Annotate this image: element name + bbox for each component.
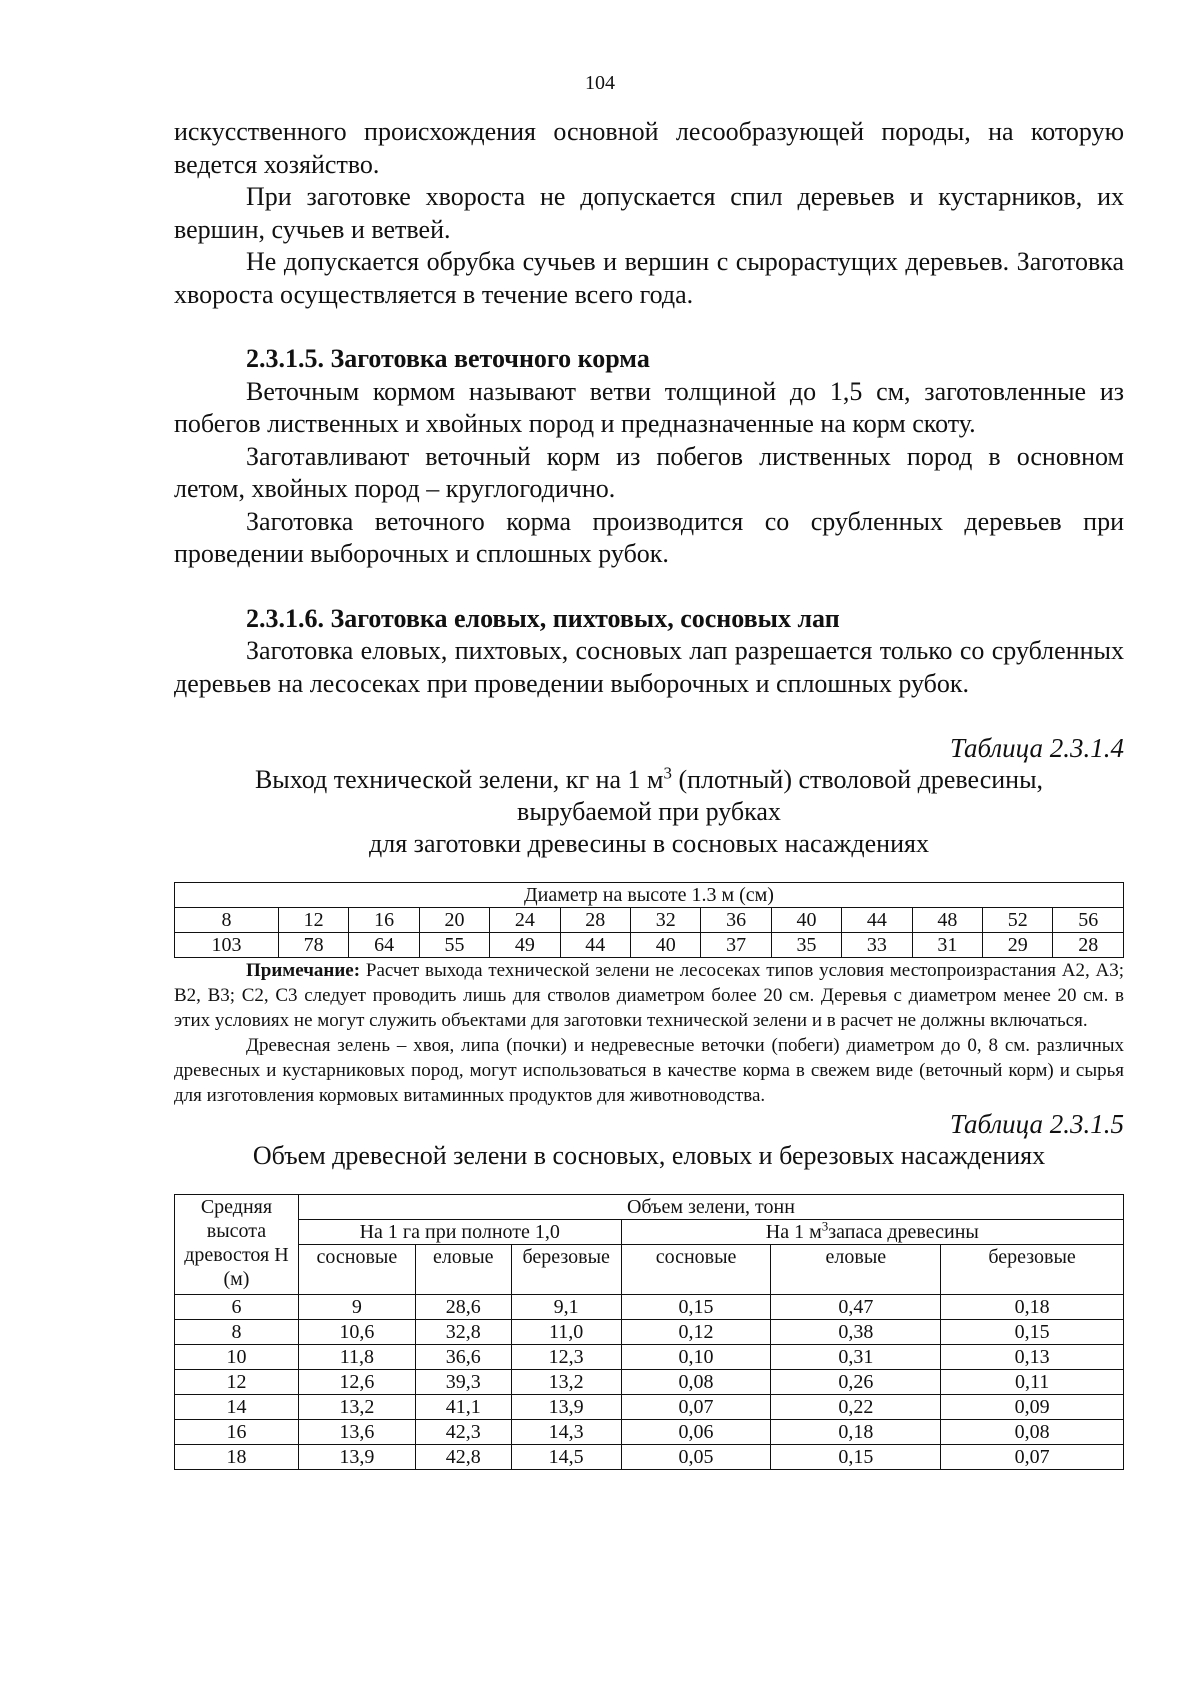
table-cell: 0,18 [771,1420,941,1445]
table-cell: 0,38 [771,1320,941,1345]
table-cell: березовые [511,1245,621,1295]
page-number: 104 [585,72,615,94]
table-cell: 13,2 [298,1395,415,1420]
table-cell: 56 [1053,908,1124,933]
table-cell: 13,2 [511,1370,621,1395]
column-header: Средняя высота древостоя Н (м) [175,1195,299,1295]
paragraph: Заготовка веточного корма производится со срубленных деревьев при проведении выборочных и сплошных рубок. [174,506,1124,568]
table-row [175,1295,1124,1320]
table-cell: 10 [175,1345,299,1370]
table-cell: 13,9 [511,1395,621,1420]
table-cell: 14 [175,1395,299,1420]
table-cell: 0,10 [621,1345,771,1370]
table-cell: 37 [701,933,771,958]
paragraph: Заготовка еловых, пихтовых, сосновых лап разрешается только со срубленных деревьев на лесосеках при проведении выборочных и сплошных рубок. [174,636,1124,698]
table-cell: 0,15 [771,1445,941,1470]
table-cell: 9,1 [511,1295,621,1320]
table-cell: 16 [349,908,419,933]
table-cell: 6 [175,1295,299,1320]
table-cell: 12,3 [511,1345,621,1370]
table-cell: 36 [701,908,771,933]
table-cell: 52 [983,908,1053,933]
table-cell: 8 [175,1320,299,1345]
table-cell: 24 [490,908,560,933]
table-header: Диаметр на высоте 1.3 м (см) [175,883,1124,908]
table-cell: 8 [175,908,279,933]
table-cell: 28 [560,908,630,933]
table-cell: 0,22 [771,1395,941,1420]
table-cell: 20 [419,908,489,933]
table-row [175,1245,1124,1295]
page-content [174,116,1124,1470]
table-title: Выход технической зелени, кг на 1 $м^3$ (плотный) стволовой древесины, [254,763,1044,794]
table-title: для заготовки древесины в сосновых насаждениях [369,829,929,858]
table-cell: 14,5 [511,1445,621,1470]
table-cell: 35 [771,933,841,958]
table-row [175,1420,1124,1445]
table-cell: 13,6 [298,1420,415,1445]
table-cell: еловые [415,1245,511,1295]
table-cell: 0,47 [771,1295,941,1320]
table-row [175,1370,1124,1395]
table-cell: 42,3 [415,1420,511,1445]
table-row [175,1345,1124,1370]
table-cell: еловые [771,1245,941,1295]
table-cell: 44 [842,908,912,933]
table-cell: 12 [278,908,348,933]
table-row [175,933,1124,958]
table-cell: 0,09 [941,1395,1124,1420]
column-subgroup-header: На 1 $м^3запаса$ древесины [621,1220,1123,1245]
column-subgroup-header: На 1 га при полноте 1,0 [298,1220,621,1245]
table-cell: 11,8 [298,1345,415,1370]
table-title: вырубаемой при рубках [517,797,781,826]
table-cell: 48 [912,908,982,933]
table-note: Примечание: Расчет выхода технической зелени не лесосеках типов условия местопроизрастания А2, А3; В2, В3; С2, С3 следует проводить лишь для стволов диаметром более 20 см. Деревья с диаметром менее 20 см. в этих условиях не могут служить объектами для заготовки технической зелени и в расчет не должны включаться. [174,960,1124,1031]
green-yield-table [174,882,1124,958]
paragraph: Веточным кормом называют ветви толщиной до 1,5 см, заготовленные из побегов лиственных и хвойных пород и предназначенные на корм скоту. [174,376,1124,438]
paragraph: Не допускается обрубка сучьев и вершин с сырорастущих деревьев. Заготовка хвороста осуществляется в течение всего года. [174,247,1124,309]
table-cell: сосновые [298,1245,415,1295]
table-cell: 0,06 [621,1420,771,1445]
table-cell: 31 [912,933,982,958]
table-cell: 10,6 [298,1320,415,1345]
table-cell: сосновые [621,1245,771,1295]
table-cell: 44 [560,933,630,958]
table-cell: 49 [490,933,560,958]
table-cell: 39,3 [415,1370,511,1395]
table-cell: 0,31 [771,1345,941,1370]
table-cell: 18 [175,1445,299,1470]
table-cell: 0,07 [941,1445,1124,1470]
table-cell: 12 [175,1370,299,1395]
table-cell: 0,05 [621,1445,771,1470]
table-row [175,908,1124,933]
table-cell: 78 [278,933,348,958]
table-cell: березовые [941,1245,1124,1295]
table-cell: 28 [1053,933,1124,958]
table-cell: 28,6 [415,1295,511,1320]
table-cell: 0,15 [621,1295,771,1320]
table-cell: 0,13 [941,1345,1124,1370]
table-cell: 0,07 [621,1395,771,1420]
table-cell: 55 [419,933,489,958]
table-cell: 12,6 [298,1370,415,1395]
table-cell: 33 [842,933,912,958]
paragraph: Заготавливают веточный корм из побегов лиственных пород в основном летом, хвойных пород – круглогодично. [174,441,1124,503]
table-cell: 0,11 [941,1370,1124,1395]
table-title: Объем древесной зелени в сосновых, еловых и березовых насаждениях [252,1141,1046,1170]
table-cell: 0,18 [941,1295,1124,1320]
table-cell: 0,08 [621,1370,771,1395]
table-label: Таблица 2.3.1.5 [949,1109,1124,1139]
table-cell: 36,6 [415,1345,511,1370]
table-cell: 64 [349,933,419,958]
table-label: Таблица 2.3.1.4 [949,733,1124,763]
paragraph: При заготовке хвороста не допускается спил деревьев и кустарников, их вершин, сучьев и ветвей. [174,182,1124,244]
table-cell: 42,8 [415,1445,511,1470]
section-heading: 2.3.1.6. Заготовка еловых, пихтовых, сосновых лап [246,603,840,633]
table-cell: 32,8 [415,1320,511,1345]
section-heading: 2.3.1.5. Заготовка веточного корма [246,344,650,373]
table-cell: 103 [175,933,279,958]
table-row [175,1395,1124,1420]
table-cell: 0,26 [771,1370,941,1395]
table-cell: 16 [175,1420,299,1445]
table-cell: 32 [630,908,700,933]
green-volume-table [174,1194,1124,1470]
table-row [175,1445,1124,1470]
table-cell: 41,1 [415,1395,511,1420]
table-cell: 40 [630,933,700,958]
table-cell: 40 [771,908,841,933]
table-cell: 9 [298,1295,415,1320]
table-row [175,1320,1124,1345]
table-cell: 0,12 [621,1320,771,1345]
table-cell: 11,0 [511,1320,621,1345]
paragraph: искусственного происхождения основной лесообразующей породы, на которую ведется хозяйство. [174,117,1124,179]
table-cell: 14,3 [511,1420,621,1445]
table-cell: 13,9 [298,1445,415,1470]
column-group-header: Объем зелени, тонн [298,1195,1123,1220]
table-cell: 0,15 [941,1320,1124,1345]
table-note: Древесная зелень – хвоя, липа (почки) и недревесные веточки (побеги) диаметром до 0, 8 см. различных древесных и кустарниковых пород, могут использоваться в качестве корма в свежем виде (веточный корм) и сырья для изготовления кормовых витаминных продуктов для животноводства. [174,1035,1124,1106]
table-cell: 29 [983,933,1053,958]
table-cell: 0,08 [941,1420,1124,1445]
